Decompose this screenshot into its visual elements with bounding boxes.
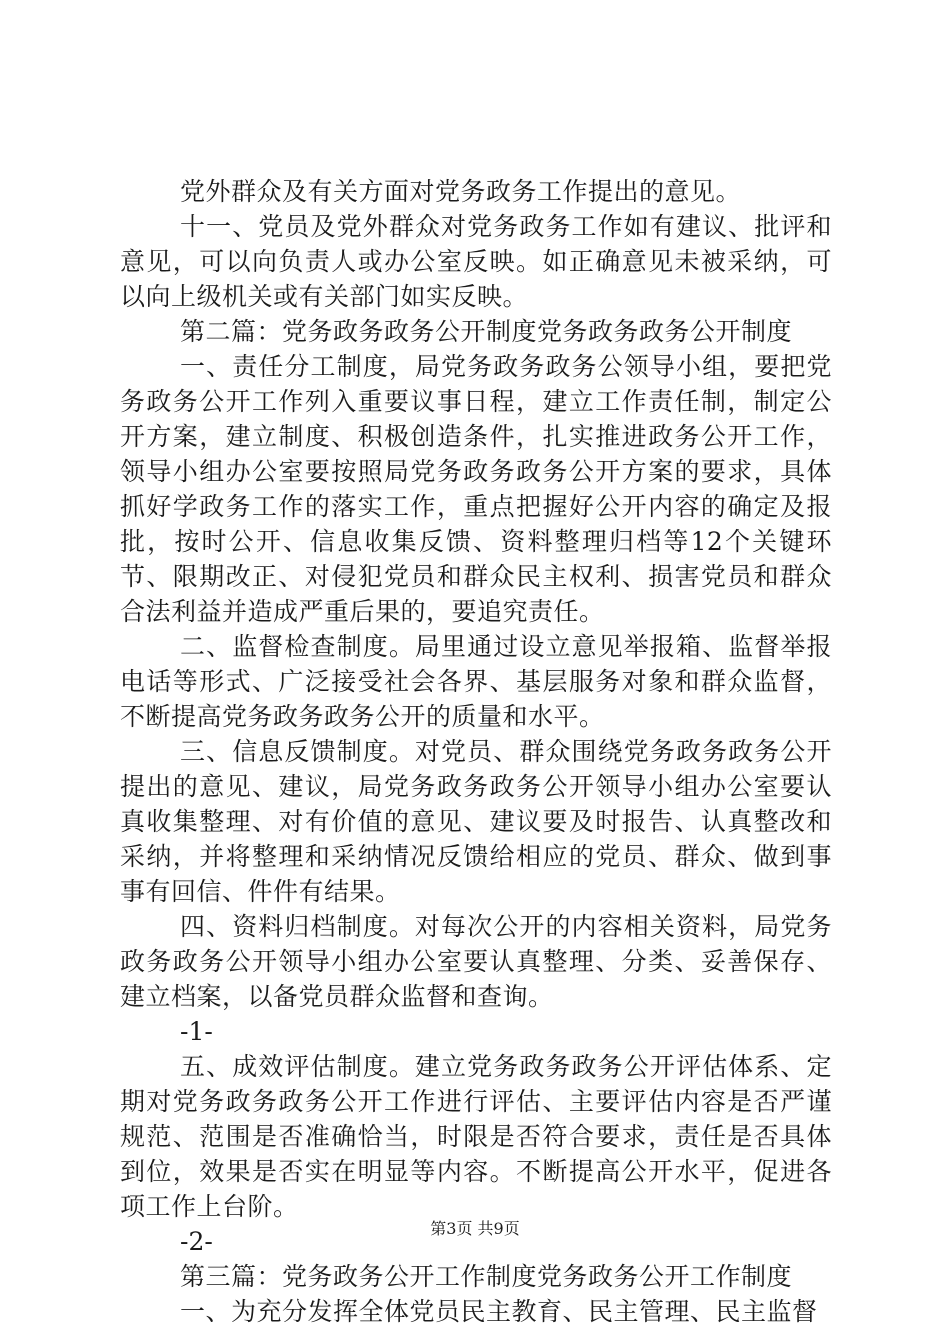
paragraph-responsibility-system: 一、责任分工制度，局党务政务政务公领导小组，要把党务政务公开工作列入重要议事日程，建立工作责任制，制定公开方案，建立制度、积极创造条件，扎实推进政务公开工作，领导小组办公室要按照局党务政务政务公开方案的要求，具体抓好学政务工作的落实工作，重点把握好公开内容的确定及报批，按时公开、信息收集反馈、资料整理归档等12个关键环节、限期改正、对侵犯党员和群众民主权利、损害党员和群众合法利益并造成严重后果的，要追究责任。 <box>120 352 832 626</box>
paragraph-democratic-role: 一、为充分发挥全体党员民主教育、民主管理、民主监督 <box>180 1297 818 1326</box>
paragraph-evaluation-system: 五、成效评估制度。建立党务政务政务公开评估体系、定期对党务政务政务公开工作进行评估、主要评估内容是否严谨规范、范围是否准确恰当，时限是否符合要求，责任是否具体到位，效果是否实在明显等内容。不断提高公开水平，促进各项工作上台阶。 <box>120 1052 832 1221</box>
paragraph-item-eleven: 十一、党员及党外群众对党务政务工作如有建议、批评和意见，可以向负责人或办公室反映。如正确意见未被采纳，可以向上级机关或有关部门如实反映。 <box>120 212 832 311</box>
paragraph-supervision-system: 二、监督检查制度。局里通过设立意见举报箱、监督举报电话等形式、广泛接受社会各界、基层服务对象和群众监督，不断提高党务政务政务公开的质量和水平。 <box>120 632 832 731</box>
section-heading-part-three: 第三篇：党务政务公开工作制度党务政务公开工作制度 <box>180 1262 793 1291</box>
document-body <box>120 174 832 1329</box>
page-footer: 第3页 共9页 <box>430 1219 520 1238</box>
inline-page-marker-1: -1- <box>180 1017 213 1046</box>
paragraph-archiving-system: 四、资料归档制度。对每次公开的内容相关资料，局党务政务政务公开领导小组办公室要认真整理、分类、妥善保存、建立档案，以备党员群众监督和查询。 <box>120 912 832 1011</box>
inline-page-marker-2: -2- <box>180 1227 213 1256</box>
paragraph-public-opinion: 党外群众及有关方面对党务政务工作提出的意见。 <box>180 177 742 206</box>
section-heading-part-two: 第二篇：党务政务政务公开制度党务政务政务公开制度 <box>180 317 793 346</box>
paragraph-feedback-system: 三、信息反馈制度。对党员、群众围绕党务政务政务公开提出的意见、建议，局党务政务政务公开领导小组办公室要认真收集整理、对有价值的意见、建议要及时报告、认真整改和采纳，并将整理和采纳情况反馈给相应的党员、群众、做到事事有回信、件件有结果。 <box>120 737 832 906</box>
